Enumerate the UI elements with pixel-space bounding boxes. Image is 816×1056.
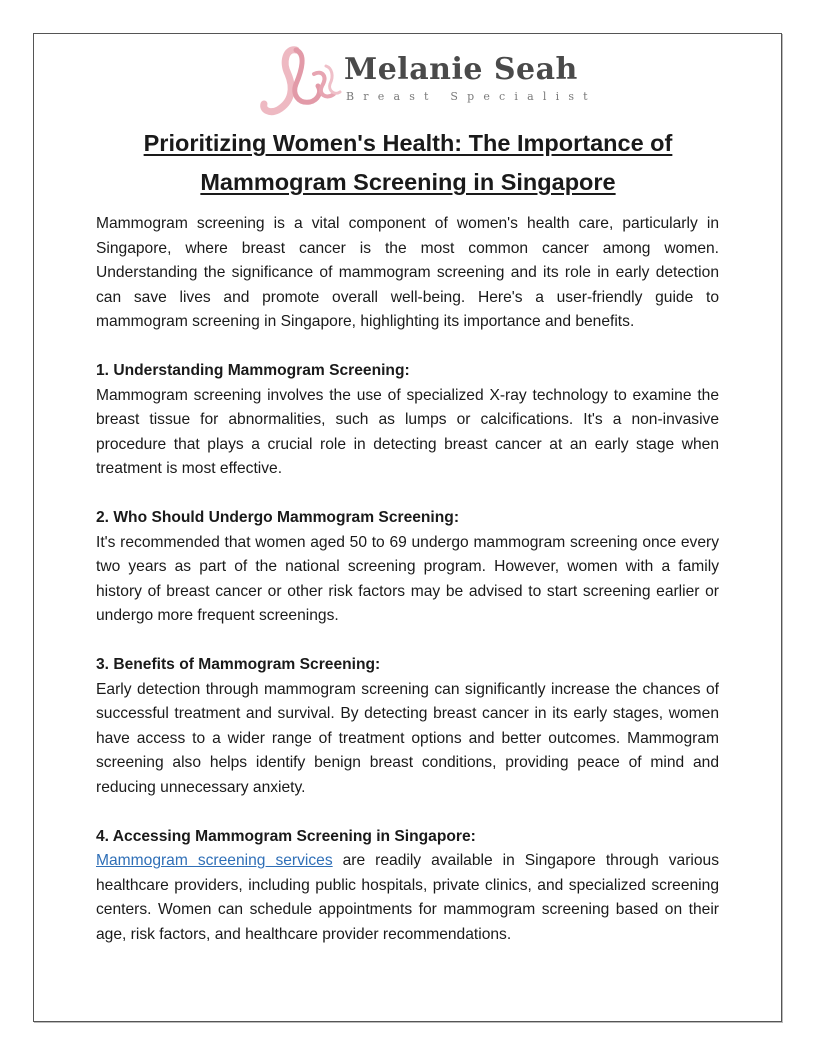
logo-tagline: Breast Specialist xyxy=(346,90,597,103)
section-3-body: Early detection through mammogram screening can significantly increase the chances of successful treatment and survival. By detecting breast cancer in its early stages, women have access to a wider range of treatment options and better outcomes. Mammogram screening also helps identify benign breast conditions, providing peace of mind and reducing unnecessary anxiety. xyxy=(96,680,719,796)
section-1-heading: 1. Understanding Mammogram Screening: xyxy=(96,362,410,379)
title-line-1: Prioritizing Women's Health: The Importance of xyxy=(143,130,673,156)
logo xyxy=(256,44,597,120)
section-3-heading: 3. Benefits of Mammogram Screening: xyxy=(96,656,381,673)
mammogram-services-link[interactable]: Mammogram screening services xyxy=(96,852,333,869)
section-4-body xyxy=(96,849,719,947)
section-1-body: Mammogram screening involves the use of specialized X-ray technology to examine the breast tissue for abnormalities, such as lumps or calcifications. It's a non-invasive procedure that plays a crucial role in detecting breast cancer at an early stage when treatment is most effective. xyxy=(96,386,719,477)
logo-name: Melanie Seah xyxy=(344,52,578,87)
section-4-heading: 4. Accessing Mammogram Screening in Singapore: xyxy=(96,827,476,845)
page-title xyxy=(96,124,720,202)
article-body xyxy=(96,212,719,947)
title-line-2: Mammogram Screening in Singapore xyxy=(200,169,616,195)
section-4-body-text: are readily available in Singapore through various healthcare providers, including public hospitals, private clinics, and specialized screening centers. Women can schedule appointments for mammogram screening based on their age, risk factors, and healthcare provider recommendations. xyxy=(96,852,719,943)
ribbon-monogram-icon xyxy=(256,44,346,120)
section-2-heading: 2. Who Should Undergo Mammogram Screening: xyxy=(96,509,460,526)
intro-paragraph: Mammogram screening is a vital component of women's health care, particularly in Singapore, where breast cancer is the most common cancer among women. Understanding the significance of mammogram screening and its role in early detection can save lives and promote overall well-being. Here's a user-friendly guide to mammogram screening in Singapore, highlighting its importance and benefits. xyxy=(96,215,719,330)
section-2-body: It's recommended that women aged 50 to 69 undergo mammogram screening once every two years as part of the national screening program. However, women with a family history of breast cancer or other risk factors may be advised to start screening earlier or undergo more frequent screenings. xyxy=(96,533,719,624)
